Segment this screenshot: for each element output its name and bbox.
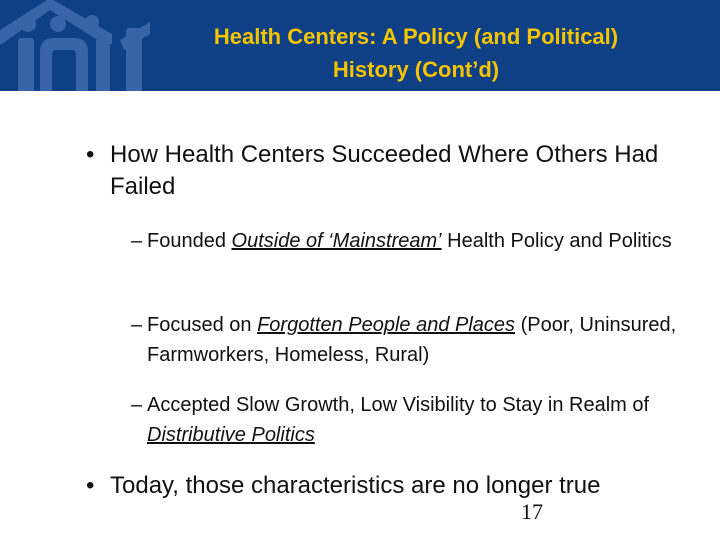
- sub-bullet-text: [131, 390, 691, 450]
- dash-marker: –: [131, 230, 143, 252]
- sub-bullet-emphasis: Outside of ‘Mainstream’: [231, 230, 442, 252]
- bullet-item: [86, 139, 706, 203]
- page-number: 17: [521, 499, 543, 524]
- title-line-1: Health Centers: A Policy (and Political): [213, 24, 619, 49]
- sub-bullet-emphasis: Distributive Politics: [147, 424, 315, 446]
- bullet-item: [86, 470, 706, 502]
- bullet-marker: •: [86, 141, 95, 168]
- bullet-text: How Health Centers Succeeded Where Others Had Failed: [110, 141, 659, 200]
- sub-bullet-emphasis: Forgotten People and Places: [257, 314, 516, 336]
- dash-marker: –: [131, 314, 143, 336]
- sub-bullet-item: [131, 310, 691, 370]
- sub-bullet-text: [131, 310, 691, 370]
- sub-bullet-text-plain: Founded: [147, 230, 232, 252]
- bullet-marker: •: [86, 472, 95, 499]
- bullet-text: Today, those characteristics are no longer true: [110, 472, 601, 499]
- sub-bullet-text-plain: Accepted Slow Growth, Low Visibility to Stay in Realm of: [147, 394, 650, 416]
- sub-bullet-text-plain: (Poor, Uninsured, Farmworkers, Homeless, Rural): [147, 314, 677, 366]
- sub-bullet-item: [131, 226, 691, 256]
- sub-bullet-item: [131, 390, 691, 450]
- sub-bullet-text-plain: Focused on: [147, 314, 258, 336]
- title-line-2: History (Cont’d): [332, 57, 500, 82]
- sub-bullet-text-plain: Health Policy and Politics: [441, 230, 672, 252]
- sub-bullet-text: [131, 226, 691, 256]
- dash-marker: –: [131, 394, 143, 416]
